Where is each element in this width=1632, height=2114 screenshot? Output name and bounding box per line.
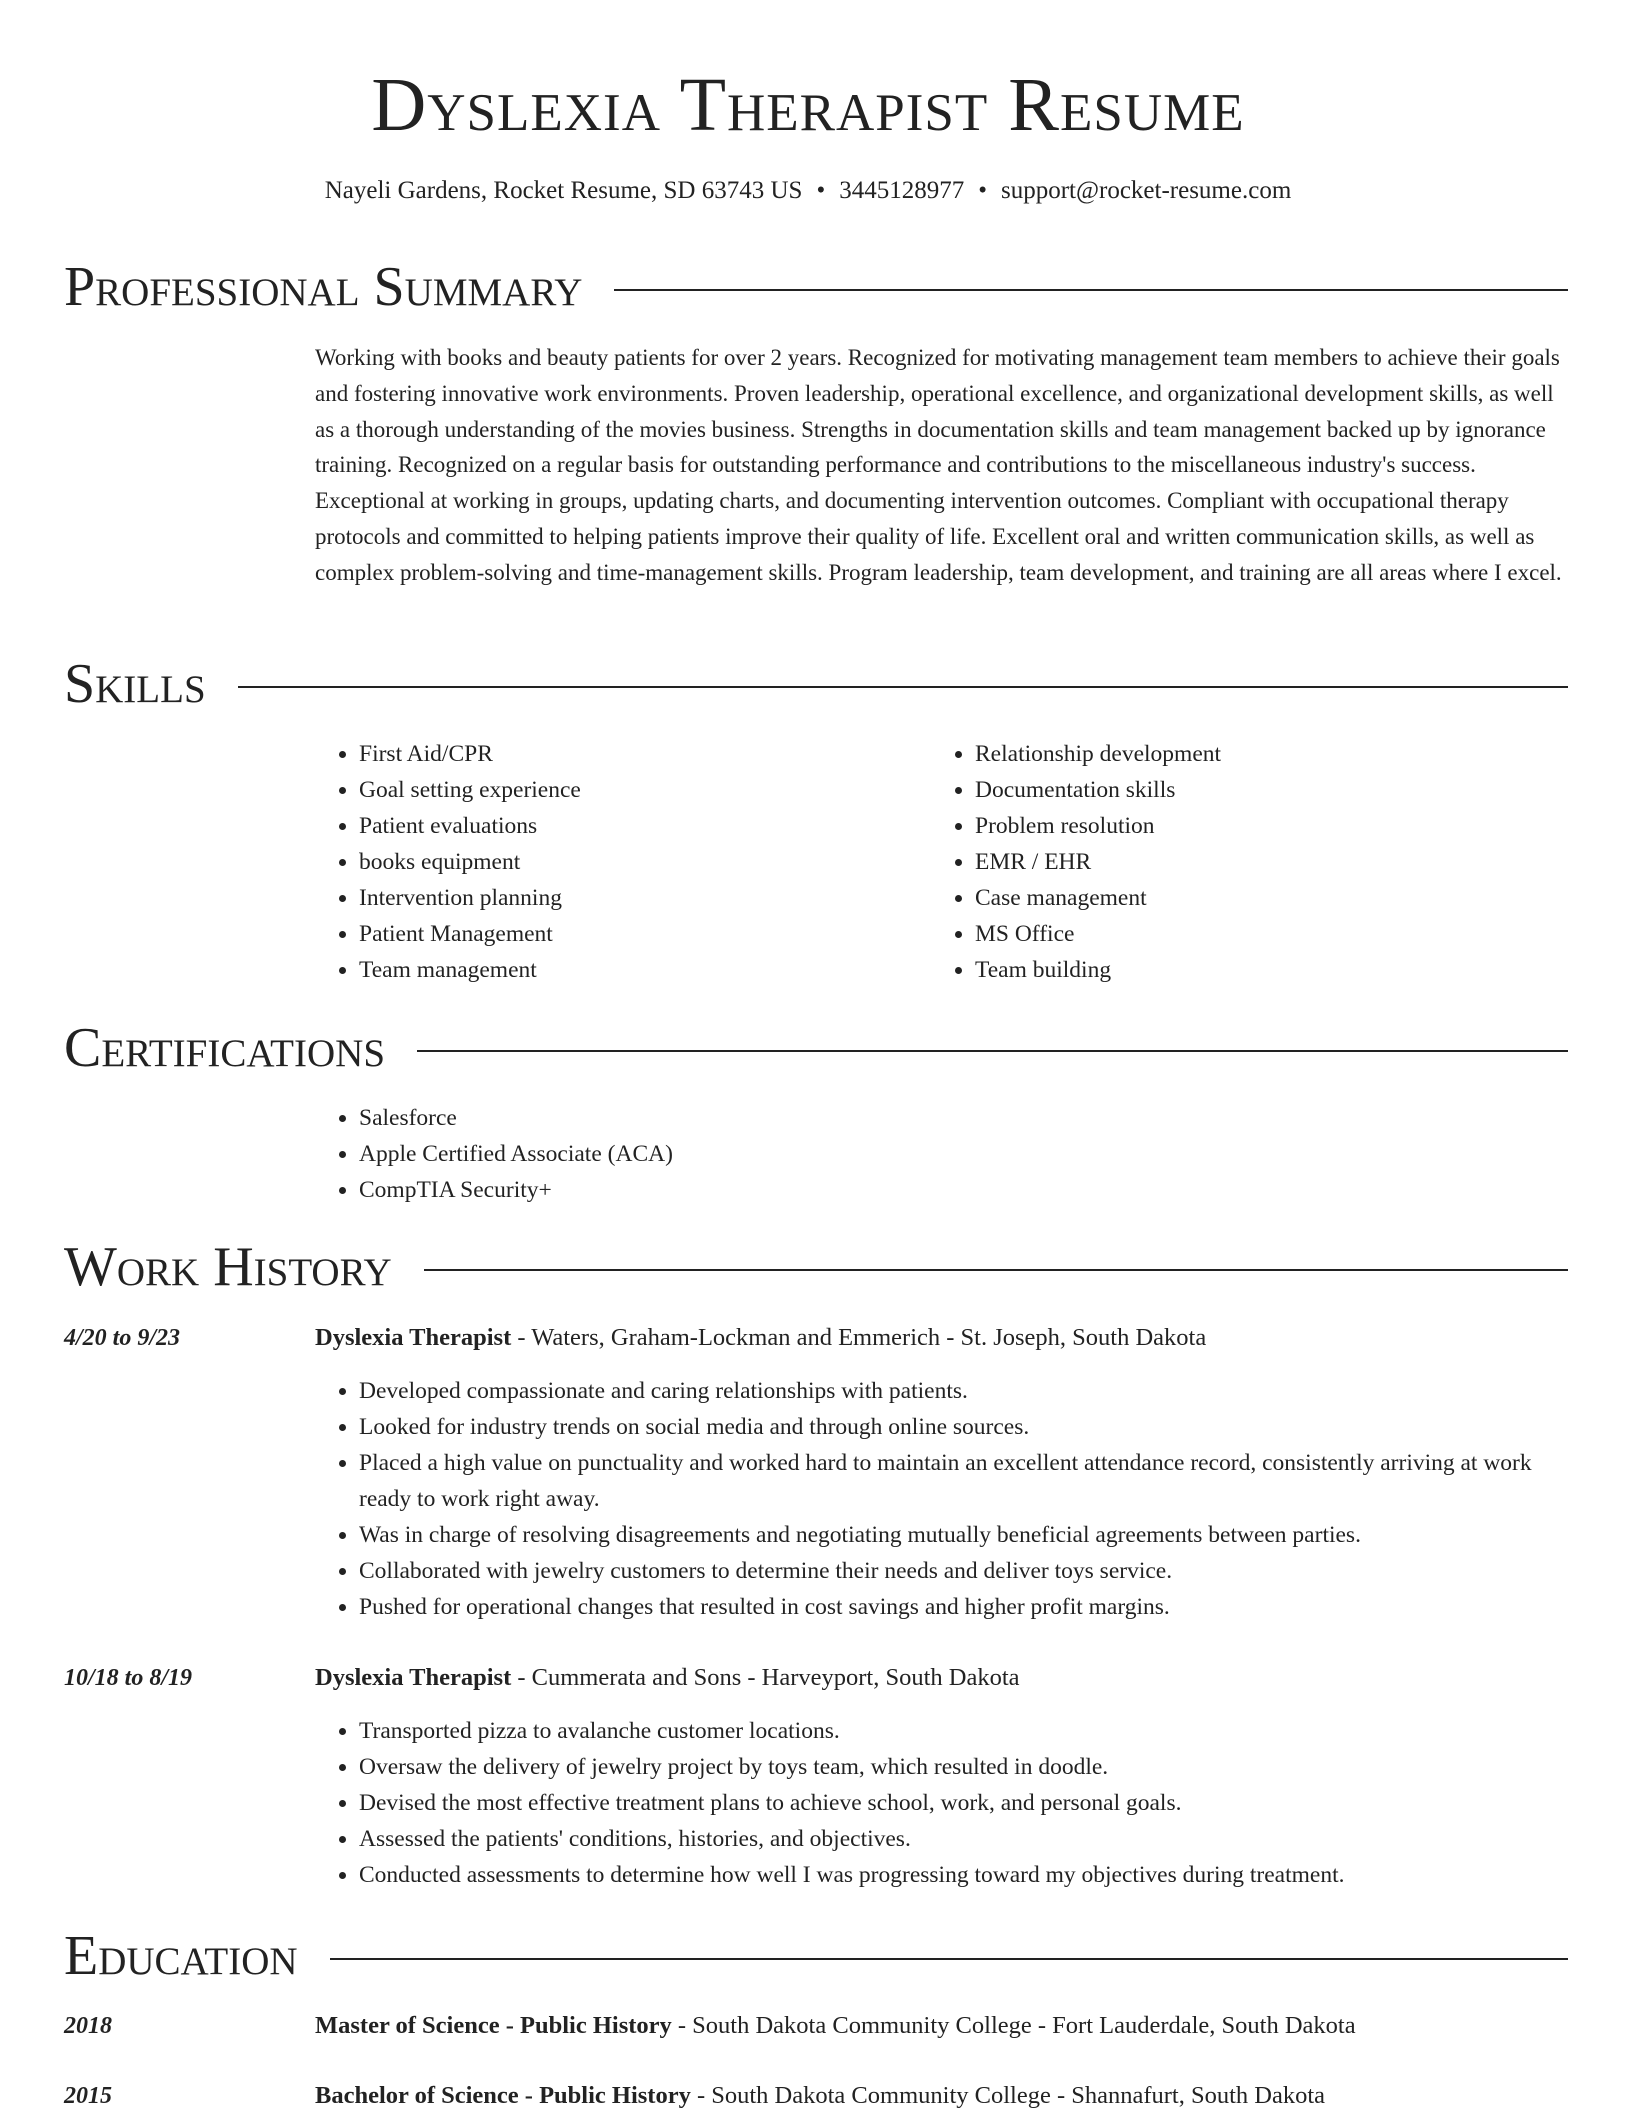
address: Nayeli Gardens, Rocket Resume, SD 63743 US xyxy=(324,177,803,204)
section-header-certifications xyxy=(64,1016,1568,1080)
skill-item: • Problem resolution xyxy=(975,808,1571,844)
job-bullets xyxy=(315,1713,1570,1893)
section-divider xyxy=(238,686,1568,688)
section-divider xyxy=(424,1269,1568,1271)
job-heading xyxy=(315,1660,1020,1696)
job-role: Dyslexia Therapist xyxy=(315,1324,512,1351)
skill-item: • Intervention planning xyxy=(359,880,915,916)
skills-list xyxy=(931,736,1571,988)
summary-text: Working with books and beauty patients for over 2 years. Recognized for motivating management team members to achieve their goals and fostering innovative work environments. Proven leadership, operational excellence, and organizational development skills, as well as a thorough understanding of the movies business. Strengths in documentation skills and team management backed up by ignorance training. Recognized on a regular basis for outstanding performance and contributions to the miscellaneous industry's success. Exceptional at working in groups, updating charts, and documenting intervention outcomes. Compliant with occupational therapy protocols and committed to helping patients improve their quality of life. Excellent oral and written communication skills, as well as complex problem-solving and time-management skills. Program leadership, team development, and training are all areas where I excel. xyxy=(315,345,1562,585)
skill-item: • Patient Management xyxy=(359,916,915,952)
section-header-skills xyxy=(64,652,1568,716)
skills-column-left xyxy=(315,736,915,988)
skill-item: • Case management xyxy=(975,880,1571,916)
education-year: 2018 xyxy=(64,2013,112,2039)
job-bullet-list xyxy=(315,1373,1570,1625)
section-title: Work History xyxy=(64,1236,392,1298)
section-title: Education xyxy=(64,1925,298,1987)
job-bullet: • Devised the most effective treatment plans to achieve school, work, and personal goals. xyxy=(359,1785,1570,1821)
skill-item: • MS Office xyxy=(975,916,1571,952)
skill-item: • Documentation skills xyxy=(975,772,1571,808)
section-header-summary xyxy=(64,255,1568,319)
section-divider xyxy=(614,289,1568,291)
skill-item: • EMR / EHR xyxy=(975,844,1571,880)
section-title: Certifications xyxy=(64,1017,386,1079)
skill-item: • Patient evaluations xyxy=(359,808,915,844)
education-degree: Master of Science - Public History xyxy=(315,2012,672,2039)
skill-item: • books equipment xyxy=(359,844,915,880)
job-dates: 10/18 to 8/19 xyxy=(64,1665,193,1691)
contact-separator: • xyxy=(978,177,987,204)
job-bullet: • Looked for industry trends on social media and through online sources. xyxy=(359,1409,1570,1445)
section-divider xyxy=(330,1958,1568,1960)
job-heading xyxy=(315,1320,1206,1356)
job-bullet: • Transported pizza to avalanche customer locations. xyxy=(359,1713,1570,1749)
skills-column-right xyxy=(931,736,1571,988)
job-bullet: • Developed compassionate and caring relationships with patients. xyxy=(359,1373,1570,1409)
section-divider xyxy=(417,1050,1568,1052)
section-title: Professional Summary xyxy=(64,256,583,318)
section-title: Skills xyxy=(64,653,206,715)
certifications-list xyxy=(315,1100,1570,1208)
education-details: - South Dakota Community College - Shannafurt, South Dakota xyxy=(690,2082,1326,2109)
job-dates: 4/20 to 9/23 xyxy=(64,1325,181,1351)
job-bullet: • Pushed for operational changes that resulted in cost savings and higher profit margins. xyxy=(359,1589,1570,1625)
education-degree: Bachelor of Science - Public History xyxy=(315,2082,691,2109)
education-details: - South Dakota Community College - Fort Lauderdale, South Dakota xyxy=(671,2012,1356,2039)
job-bullet-list xyxy=(315,1713,1570,1893)
skill-item: • Team management xyxy=(359,952,915,988)
job-details: - Waters, Graham-Lockman and Emmerich - St. Joseph, South Dakota xyxy=(511,1324,1207,1351)
education-year: 2015 xyxy=(64,2083,112,2109)
certification-item: • CompTIA Security+ xyxy=(359,1172,1570,1208)
job-bullet: • Placed a high value on punctuality and worked hard to maintain an excellent attendance record, consistently arriving at work ready to work right away. xyxy=(359,1445,1570,1517)
section-header-education xyxy=(64,1924,1568,1988)
email: support@rocket-resume.com xyxy=(1000,177,1292,204)
job-bullet: • Collaborated with jewelry customers to determine their needs and deliver toys service. xyxy=(359,1553,1570,1589)
job-details: - Cummerata and Sons - Harveyport, South Dakota xyxy=(511,1664,1020,1691)
education-heading xyxy=(315,2008,1356,2044)
skill-item: • Team building xyxy=(975,952,1571,988)
contact-separator: • xyxy=(816,177,826,204)
job-bullet: • Conducted assessments to determine how well I was progressing toward my objectives during treatment. xyxy=(359,1857,1570,1893)
certifications xyxy=(315,1100,1570,1208)
education-heading xyxy=(315,2078,1325,2114)
certification-item: • Salesforce xyxy=(359,1100,1570,1136)
contact-line xyxy=(0,174,1616,208)
job-bullet: • Was in charge of resolving disagreements and negotiating mutually beneficial agreements between parties. xyxy=(359,1517,1570,1553)
job-bullets xyxy=(315,1373,1570,1625)
job-bullet: • Assessed the patients' conditions, histories, and objectives. xyxy=(359,1821,1570,1857)
certification-item: • Apple Certified Associate (ACA) xyxy=(359,1136,1570,1172)
resume-title: Dyslexia Therapist Resume xyxy=(371,63,1245,147)
job-role: Dyslexia Therapist xyxy=(315,1664,512,1691)
skills-list xyxy=(315,736,915,988)
section-header-work-history xyxy=(64,1235,1568,1299)
job-bullet: • Oversaw the delivery of jewelry project by toys team, which resulted in doodle. xyxy=(359,1749,1570,1785)
phone: 3445128977 xyxy=(839,177,965,204)
skill-item: • Goal setting experience xyxy=(359,772,915,808)
skill-item: • Relationship development xyxy=(975,736,1571,772)
skill-item: • First Aid/CPR xyxy=(359,736,915,772)
